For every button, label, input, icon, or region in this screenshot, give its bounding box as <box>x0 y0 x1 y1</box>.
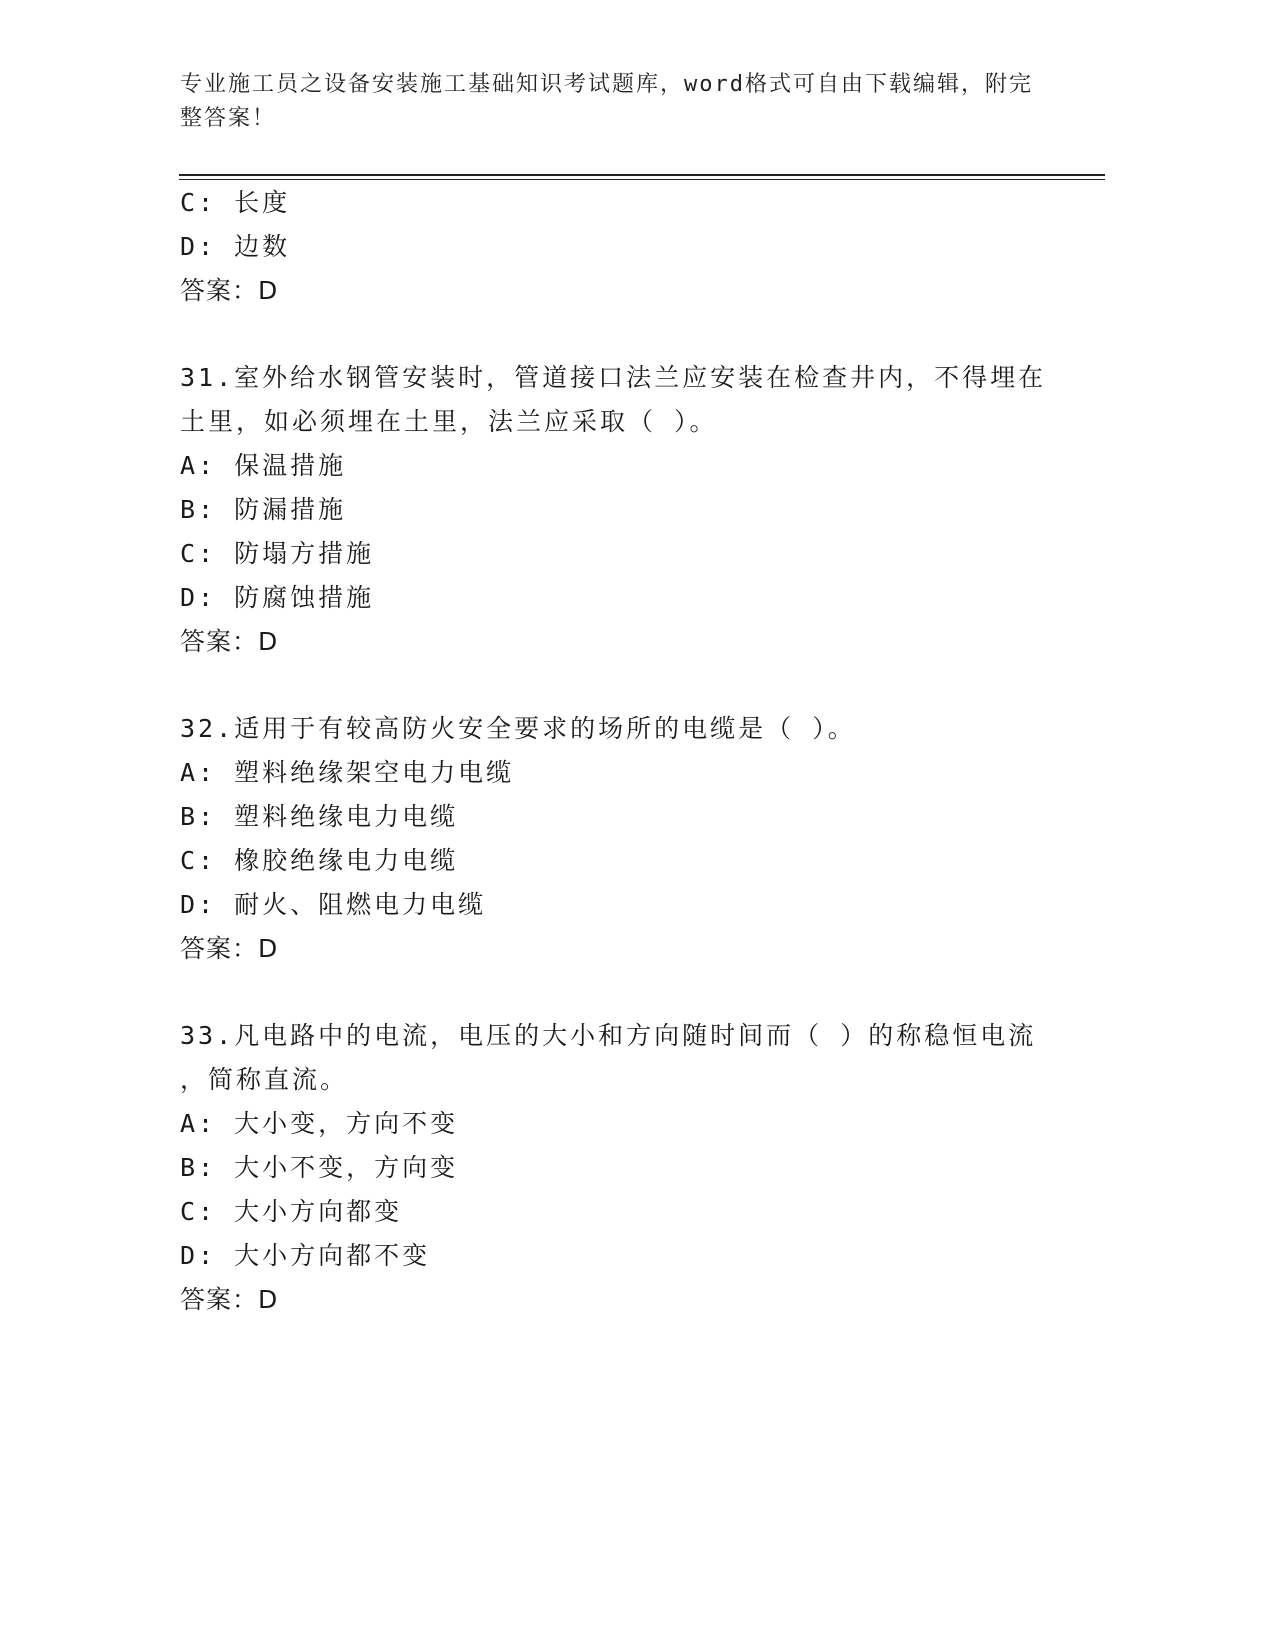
option-text: 长度 <box>234 188 291 217</box>
option-text: 大小方向都不变 <box>234 1241 431 1270</box>
option-d <box>180 576 1080 620</box>
question-stem-line: 31.室外给水钢管安装时，管道接口法兰应安装在检查井内，不得埋在 <box>180 363 1047 392</box>
option-text: 大小方向都变 <box>234 1197 403 1226</box>
option-text: 边数 <box>234 232 291 261</box>
document-header <box>180 68 1060 136</box>
question-fragment <box>180 181 1080 313</box>
option-d <box>180 1234 1080 1278</box>
option-b <box>180 795 1080 839</box>
question-31 <box>180 356 1080 664</box>
question-stem-line: 32.适用于有较高防火安全要求的场所的电缆是（ ）。 <box>180 714 856 743</box>
question-33 <box>180 1014 1080 1322</box>
option-text: 大小不变，方向变 <box>234 1153 459 1182</box>
question-32 <box>180 707 1080 971</box>
option-text: 防腐蚀措施 <box>234 583 375 612</box>
option-letter: A: <box>180 451 217 480</box>
option-text: 大小变，方向不变 <box>234 1109 459 1138</box>
option-letter: A: <box>180 1109 217 1138</box>
option-c <box>180 1190 1080 1234</box>
option-letter: C: <box>180 1197 217 1226</box>
option-c <box>180 532 1080 576</box>
answer-line: 答案：D <box>180 1285 279 1314</box>
option-text: 塑料绝缘电力电缆 <box>234 802 459 831</box>
question-stem-line: 土里，如必须埋在土里，法兰应采取（ ）。 <box>180 407 718 436</box>
option-text: 耐火、阻燃电力电缆 <box>234 890 487 919</box>
option-c <box>180 839 1080 883</box>
option-d <box>180 883 1080 927</box>
option-letter: C: <box>180 539 217 568</box>
option-letter: D: <box>180 1241 217 1270</box>
option-letter: A: <box>180 758 217 787</box>
answer-line: 答案：D <box>180 627 279 656</box>
option-text: 防塌方措施 <box>234 539 375 568</box>
question-stem-line: 33.凡电路中的电流，电压的大小和方向随时间而（ ）的称稳恒电流 <box>180 1021 1037 1050</box>
option-text: 橡胶绝缘电力电缆 <box>234 846 459 875</box>
header-divider-thick <box>179 174 1105 176</box>
option-letter: B: <box>180 802 217 831</box>
option-letter: B: <box>180 495 217 524</box>
option-letter: C: <box>180 846 217 875</box>
option-letter: D: <box>180 890 217 919</box>
question-stem-line: ，简称直流。 <box>180 1065 349 1094</box>
header-title-line-1: 专业施工员之设备安装施工基础知识考试题库，word格式可自由下载编辑，附完 <box>180 72 1033 97</box>
option-a <box>180 1102 1080 1146</box>
option-b <box>180 1146 1080 1190</box>
option-c <box>180 181 1080 225</box>
option-a <box>180 444 1080 488</box>
option-letter: C: <box>180 188 217 217</box>
question-list <box>180 181 1080 1322</box>
option-letter: B: <box>180 1153 217 1182</box>
option-text: 防漏措施 <box>234 495 347 524</box>
option-d <box>180 225 1080 269</box>
option-b <box>180 488 1080 532</box>
option-a <box>180 751 1080 795</box>
header-divider-thin <box>179 179 1105 180</box>
option-letter: D: <box>180 232 217 261</box>
option-text: 保温措施 <box>234 451 347 480</box>
answer-line: 答案：D <box>180 934 279 963</box>
option-letter: D: <box>180 583 217 612</box>
header-title-line-2: 整答案！ <box>180 106 277 131</box>
option-text: 塑料绝缘架空电力电缆 <box>234 758 515 787</box>
answer-line: 答案：D <box>180 276 279 305</box>
